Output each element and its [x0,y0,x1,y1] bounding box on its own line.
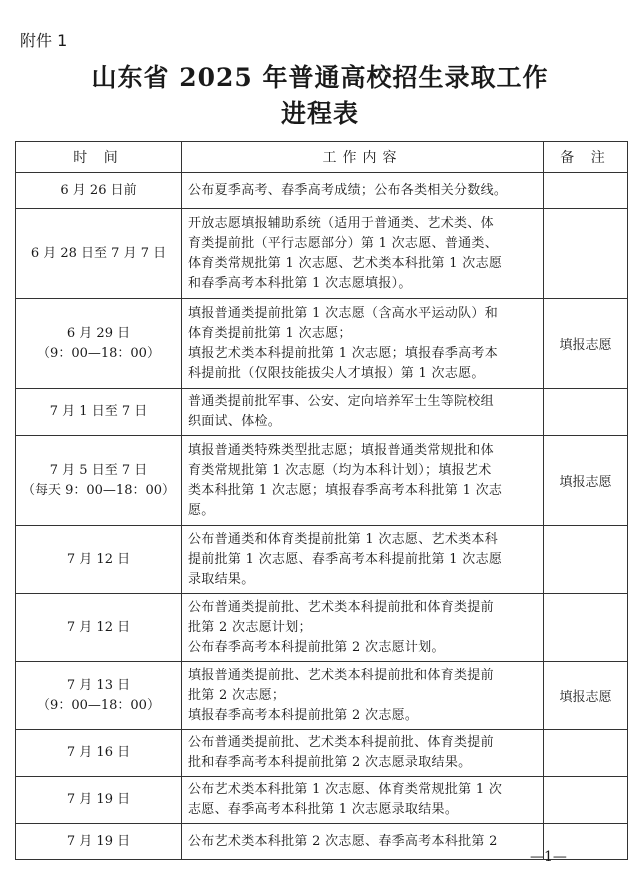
content-line: 填报普通类提前批第 1 次志愿（含高水平运动队）和 [188,305,499,321]
header-content: 工作内容 [182,142,544,173]
time-line: 7 月 12 日 [66,551,131,567]
time-line: 7 月 13 日 [66,677,131,693]
content-line: 公布夏季高考、春季高考成绩；公布各类相关分数线。 [188,182,508,198]
document-subtitle: 进程表 [280,99,359,128]
content-line: 和春季高考本科批第 1 次志愿填报）。 [188,275,412,291]
content-line: 公布普通类和体育类提前批第 1 次志愿、艺术类本科 [188,531,499,547]
attachment-label: 附件 1 [20,31,68,50]
note-cell [544,526,628,594]
content-cell [182,594,544,662]
time-cell [16,777,182,824]
time-line: （每天 9：00—18：00） [21,482,176,498]
schedule-table [15,141,628,860]
time-line: 7 月 12 日 [66,619,131,635]
time-line: 7 月 19 日 [66,833,131,849]
content-cell [182,526,544,594]
note-cell [544,173,628,209]
table-row [16,389,628,436]
time-line: 6 月 28 日至 7 月 7 日 [30,245,167,261]
header-time: 时 间 [16,142,182,173]
table-row [16,594,628,662]
time-cell [16,594,182,662]
time-cell [16,824,182,860]
content-line: 公布普通类提前批、艺术类本科提前批、体育类提前 [188,735,494,750]
content-line: 填报普通类特殊类型批志愿；填报普通类常规批和体 [188,442,494,458]
time-cell [16,436,182,526]
content-cell [182,209,544,299]
content-line: 志愿、春季高考本科批第 1 次志愿录取结果。 [188,802,459,817]
table-row [16,777,628,824]
note-cell [544,730,628,777]
time-cell [16,299,182,389]
content-cell [182,730,544,777]
time-cell [16,173,182,209]
content-cell [182,299,544,389]
header-note: 备 注 [544,142,628,173]
time-cell [16,209,182,299]
content-cell [182,173,544,209]
time-cell [16,389,182,436]
table-row [16,436,628,526]
time-cell [16,526,182,594]
content-line: 育类常规批第 1 次志愿（均为本科计划）；填报艺术 [188,462,492,478]
note-cell [544,389,628,436]
page-number: —1— [530,849,567,865]
note-cell: 填报志愿 [544,662,628,730]
content-line: 公布艺术类本科批第 1 次志愿、体育类常规批第 1 次 [188,782,503,797]
content-line: 批第 2 次志愿； [188,687,286,703]
content-line: 录取结果。 [188,571,255,587]
note-cell [544,209,628,299]
content-line: 体育类常规批第 1 次志愿、艺术类本科批第 1 次志愿 [188,255,503,271]
document-title: 山东省 2025 年普通高校招生录取工作 [91,63,549,92]
content-line: 普通类提前批军事、公安、定向培养军士生等院校组 [188,394,494,409]
content-line: 公布春季高考本科提前批第 2 次志愿计划。 [188,639,445,655]
content-line: 育类提前批（平行志愿部分）第 1 次志愿、普通类、 [188,235,499,251]
note-cell [544,777,628,824]
note-cell: 填报志愿 [544,299,628,389]
content-line: 批第 2 次志愿计划； [188,619,312,635]
table-row [16,209,628,299]
time-line: （9：00—18：00） [37,697,160,713]
content-line: 提前批第 1 次志愿、春季高考本科提前批第 1 次志愿 [188,551,503,567]
table-row [16,173,628,209]
time-line: 6 月 29 日 [66,325,131,341]
time-cell [16,662,182,730]
content-line: 开放志愿填报辅助系统（适用于普通类、艺术类、体 [188,215,494,231]
time-line: 6 月 26 日前 [60,182,137,198]
table-row [16,662,628,730]
time-line: 7 月 19 日 [66,792,131,807]
content-line: 体育类提前批第 1 次志愿； [188,325,352,341]
content-line: 愿。 [188,502,215,518]
content-line: 填报普通类提前批、艺术类本科提前批和体育类提前 [188,667,494,683]
content-line: 填报春季高考本科提前批第 2 次志愿。 [188,707,419,723]
time-line: （9：00—18：00） [37,345,160,361]
table-header-row [16,142,628,173]
content-line: 公布艺术类本科批第 2 次志愿、春季高考本科批第 2 [188,833,498,849]
table-row [16,730,628,777]
time-cell [16,730,182,777]
table-row [16,526,628,594]
content-line: 填报艺术类本科提前批第 1 次志愿；填报春季高考本 [188,345,499,361]
content-line: 类本科批第 1 次志愿；填报春季高考本科批第 1 次志 [188,482,503,498]
note-cell: 填报志愿 [544,436,628,526]
content-line: 织面试、体检。 [188,414,282,429]
time-line: 7 月 16 日 [66,745,131,760]
content-line: 批和春季高考本科提前批第 2 次志愿录取结果。 [188,755,472,770]
content-cell [182,777,544,824]
time-line: 7 月 1 日至 7 日 [49,404,148,419]
content-cell [182,824,544,860]
content-line: 公布普通类提前批、艺术类本科提前批和体育类提前 [188,599,494,615]
content-cell [182,662,544,730]
table-row [16,299,628,389]
note-cell [544,594,628,662]
time-line: 7 月 5 日至 7 日 [49,462,148,478]
content-cell [182,389,544,436]
content-line: 科提前批（仅限技能拔尖人才填报）第 1 次志愿。 [188,365,485,381]
content-cell [182,436,544,526]
